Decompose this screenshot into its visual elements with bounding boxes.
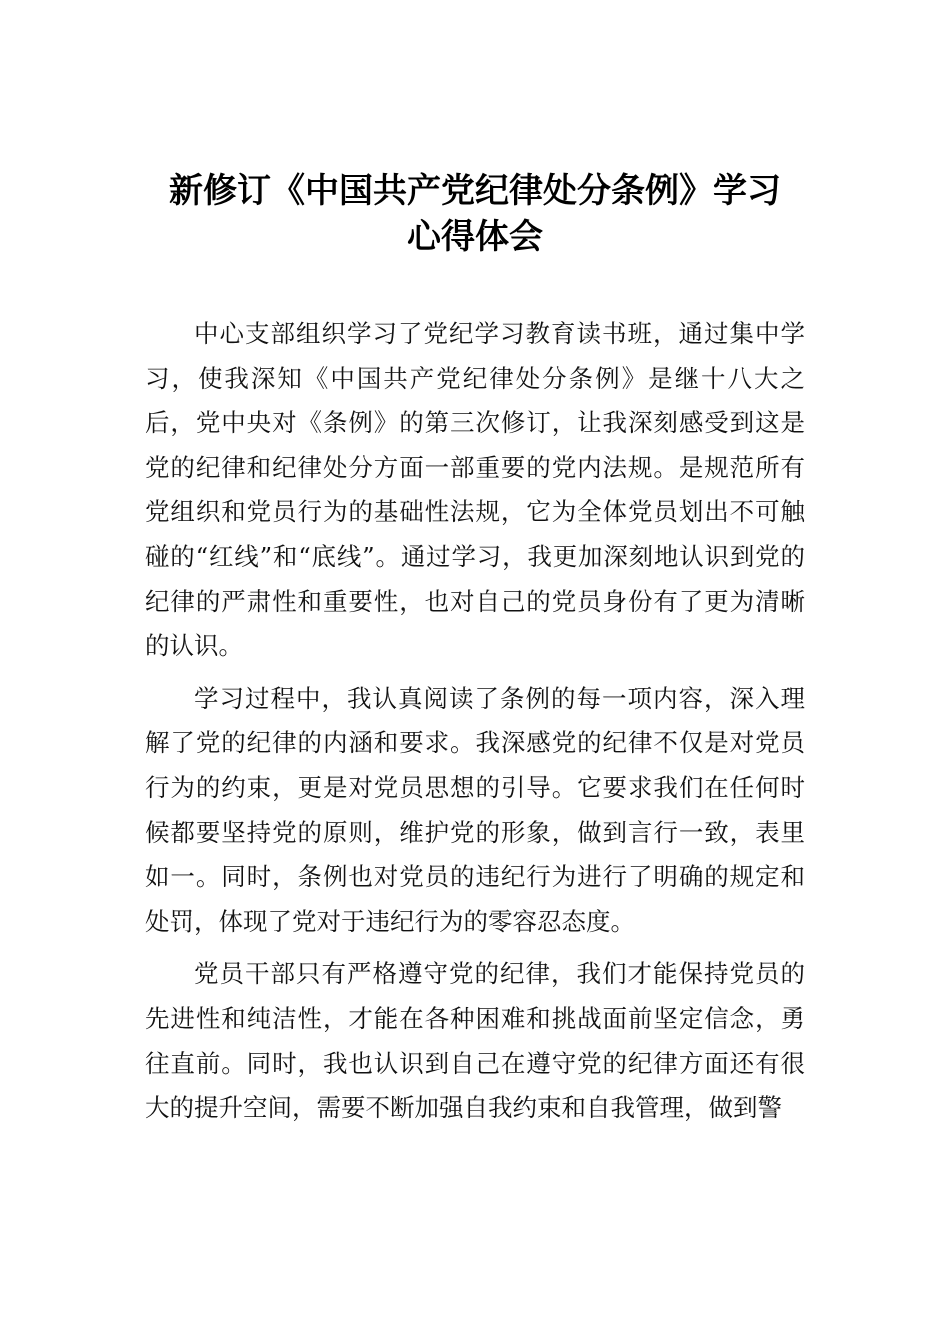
paragraph-3: 党员干部只有严格遵守党的纪律，我们才能保持党员的先进性和纯洁性，才能在各种困难和挑战面前坚定信念，勇往直前。同时，我也认识到自己在遵守党的纪律方面还有很大的提升空间，需要不断加强自我约束和自我管理，做到警 <box>145 959 805 1123</box>
paragraph-1: 中心支部组织学习了党纪学习教育读书班，通过集中学习，使我深知《中国共产党纪律处分条例》是继十八大之后，党中央对《条例》的第三次修订，让我深刻感受到这是党的纪律和纪律处分方面一部重要的党内法规。是规范所有党组织和党员行为的基础性法规，它为全体党员划出不可触碰的“红线”和“底线”。通过学习，我更加深刻地认识到党的纪律的严肃性和重要性，也对自己的党员身份有了更为清晰的认识。 <box>145 319 805 661</box>
document-body <box>145 312 805 1139</box>
title-line-2: 心得体会 <box>407 217 543 257</box>
title-line-1: 新修订《中国共产党纪律处分条例》学习 <box>169 171 781 211</box>
paragraph-2: 学习过程中，我认真阅读了条例的每一项内容，深入理解了党的纪律的内涵和要求。我深感党的纪律不仅是对党员行为的约束，更是对党员思想的引导。它要求我们在任何时候都要坚持党的原则，维护党的形象，做到言行一致，表里如一。同时，条例也对党员的违纪行为进行了明确的规定和处罚，体现了党对于违纪行为的零容忍态度。 <box>145 683 805 936</box>
document-title <box>120 168 830 260</box>
